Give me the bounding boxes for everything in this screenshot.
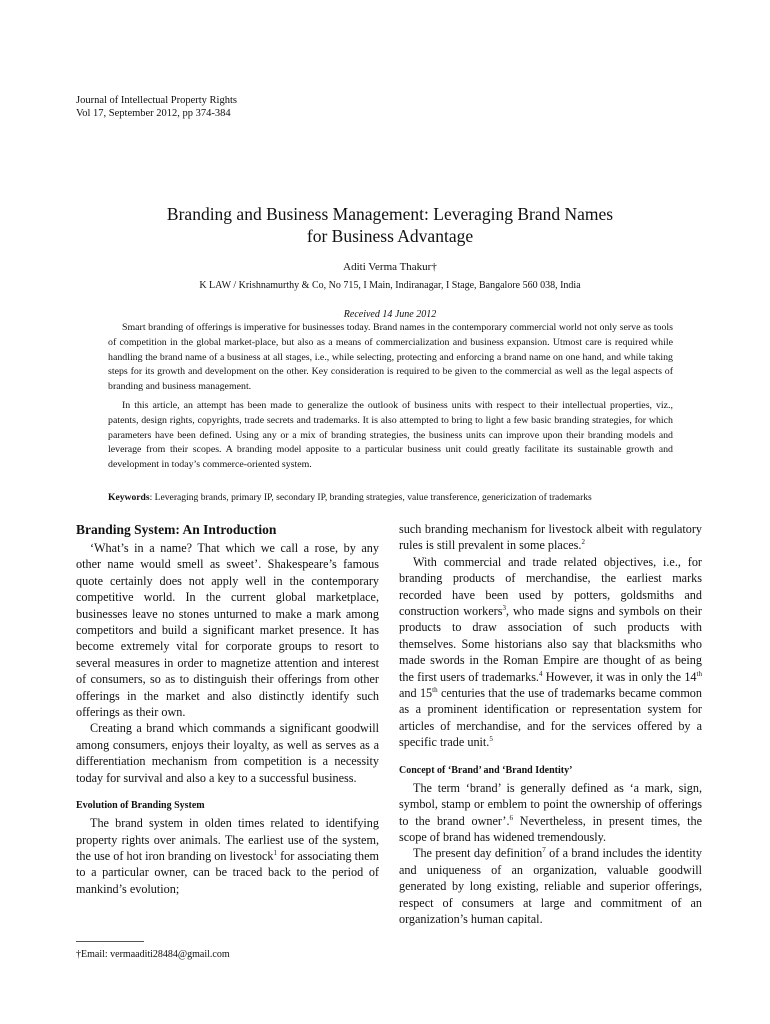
trade-text-b: , who made signs and symbols on their products to draw association of such products with themselves. Some historians also say that blacksmiths who made swords in the Roman Empire are thought of as being the first users of trademarks. bbox=[399, 604, 702, 684]
concept-text-a: The term ‘brand’ is generally defined as ‘a mark, sign, symbol, stamp or emblem to point the ownership of offerings to the brand owner’. bbox=[399, 780, 702, 828]
footnote-ref-7[interactable]: 7 bbox=[542, 846, 546, 855]
evolution-text-a: The brand system in olden times related to identifying property rights over animals. The earliest use of the system, the use of hot iron branding on livestock bbox=[76, 816, 379, 863]
footnote-ref-3[interactable]: 3 bbox=[502, 603, 506, 612]
trade-marks-paragraph bbox=[399, 554, 702, 751]
footnote-ref-4[interactable]: 4 bbox=[538, 669, 543, 678]
author-name: Aditi Verma Thakur† bbox=[343, 261, 437, 273]
concept-text-b: Nevertheless, in present times, the scope of brand has widened tremendously. bbox=[399, 813, 702, 844]
keywords bbox=[108, 492, 688, 503]
abstract-paragraph-2: In this article, an attempt has been made to generalize the outlook of business units with respect to their intellectual properties, viz., patents, design rights, copyrights, trade secrets and trademarks. It is also attempted to bring to light a few basic branding strategies, for which parameters have been defined. Using any or a mix of branding strategies, the business units can improve upon their branding models and leverage from their scopes. A branding model apposite to a particular business unit could greatly facilitate its sustainable growth and development in today’s commerce-oriented system. bbox=[108, 399, 673, 471]
evolution-paragraph bbox=[76, 815, 379, 897]
section-heading-introduction: Branding System: An Introduction bbox=[76, 522, 277, 537]
paper-title bbox=[100, 203, 680, 247]
journal-issue: Vol 17, September 2012, pp 374-384 bbox=[76, 108, 231, 119]
right-column bbox=[399, 521, 702, 927]
abstract-paragraph-1: Smart branding of offerings is imperative for businesses today. Brand names in the contemporary commercial world not only serve as tools of competition in the global market-place, but also as a means of commercialization and business expansion. Utmost care is required while handling the brand name of a business at all stages, i.e., while selecting, protecting and enforcing a brand name on one hand, and while taking steps for its growth and development on the other. Key consideration is required to be given to the commercial as well as the legal aspects of branding and business management. bbox=[108, 322, 673, 393]
keywords-text: : Leveraging brands, primary IP, secondary IP, branding strategies, value transference, genericization of trademarks bbox=[149, 492, 592, 503]
ordinal-suffix-15th: th bbox=[432, 686, 438, 694]
footnote-ref-1[interactable]: 1 bbox=[273, 848, 278, 857]
subsection-heading-concept: Concept of ‘Brand’ and ‘Brand Identity’ bbox=[399, 764, 573, 776]
journal-name: Journal of Intellectual Property Rights bbox=[76, 95, 237, 106]
evolution-text-b: for associating them to a particular owner, can be traced back to the period of mankind’s evolution; bbox=[76, 848, 379, 896]
keywords-label: Keywords bbox=[108, 492, 150, 503]
paper-title-line1: Branding and Business Management: Leveraging Brand Names bbox=[166, 204, 614, 224]
subsection-heading-evolution: Evolution of Branding System bbox=[76, 800, 205, 812]
footnote-ref-5[interactable]: 5 bbox=[489, 735, 493, 744]
definition-text-a: The present day definition bbox=[413, 846, 543, 861]
footnote-ref-2[interactable]: 2 bbox=[581, 538, 585, 547]
footnote-divider bbox=[76, 941, 144, 942]
trade-text-d: and 15 bbox=[399, 686, 433, 701]
concept-paragraph-1 bbox=[399, 780, 702, 846]
author-email-footnote: †Email: vermaaditi28484@gmail.com bbox=[76, 949, 230, 960]
evolution-continued-text: such branding mechanism for livestock albeit with regulatory rules is still prevalent in some places. bbox=[399, 522, 702, 553]
concept-paragraph-2 bbox=[399, 845, 702, 927]
trade-text-c: However, it was in only the 14 bbox=[542, 669, 697, 684]
intro-paragraph-2: Creating a brand which commands a significant goodwill among consumers, enjoys their loyalty, as well as serves as a differentiation mechanism from competition is a necessity today for survival and also a key to a successful business. bbox=[76, 721, 379, 785]
trade-text-e: centuries that the use of trademarks became common as a prominent identification or representation system for articles of merchandise, and for the services offered by a specific trade unit. bbox=[399, 686, 702, 750]
intro-paragraph-1: ‘What’s in a name? That which we call a rose, by any other name would smell as sweet’. Shakespeare’s famous quote certainly does not apply well in the contemporary competitive world. In the current global marketplace, businesses leave no stones unturned to make a mark among competitors and build a significant market presence. It has become extremely vital for corporate groups to resort to several measures in order to magnetize attention and interest of consumers, so as to distinguish their offerings from other offerings in the market and also distinctly identify such offerings as their own. bbox=[76, 541, 379, 720]
footnote-ref-6[interactable]: 6 bbox=[509, 813, 514, 822]
received-date: Received 14 June 2012 bbox=[343, 309, 437, 320]
trade-text-a: With commercial and trade related objectives, i.e., for branding products of merchandise, the earliest marks recorded have been used by potters, goldsmiths and construction workers bbox=[399, 554, 702, 619]
journal-header bbox=[76, 94, 237, 120]
abstract bbox=[108, 321, 673, 473]
evolution-continued-paragraph bbox=[399, 521, 702, 554]
author-affiliation: K LAW / Krishnamurthy & Co, No 715, I Main, Indiranagar, I Stage, Bangalore 560 038, India bbox=[199, 280, 581, 291]
left-column bbox=[76, 521, 379, 897]
ordinal-suffix-14th: th bbox=[696, 669, 702, 678]
definition-text-b: of a brand includes the identity and uniqueness of an organization, valuable goodwill generated by long existing, reliable and superior offerings, respect of consumers at large and commitment of an organization’s human capital. bbox=[399, 846, 702, 926]
paper-title-line2: for Business Advantage bbox=[306, 226, 474, 246]
